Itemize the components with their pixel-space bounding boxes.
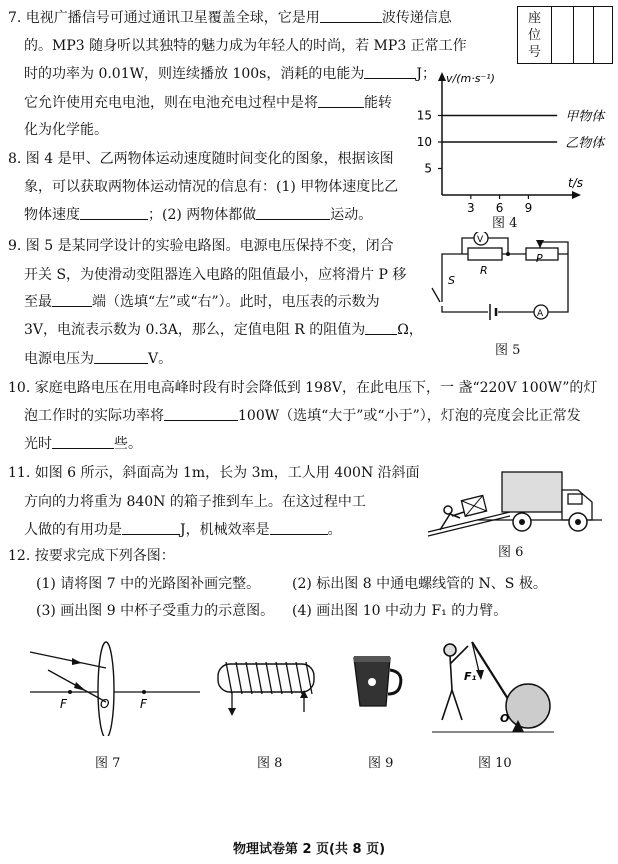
y-axis-arrow: [438, 72, 446, 81]
crate: [461, 495, 486, 516]
y-axis-label: v/(m·s⁻¹): [446, 72, 495, 85]
figure-10-caption: 图 10: [478, 756, 512, 771]
x-axis-arrow: [572, 191, 581, 199]
q7-blank-3[interactable]: [318, 94, 364, 108]
figure-6-truck: [418, 458, 608, 540]
q8-blank-1[interactable]: [80, 206, 148, 220]
figure-8-caption: 图 8: [257, 756, 283, 771]
force-label: F₁: [464, 670, 477, 683]
figure-4-chart: [406, 70, 611, 230]
ammeter-label: A: [537, 309, 544, 319]
q11-blank-2[interactable]: [270, 521, 328, 535]
q11-blank-1[interactable]: [122, 521, 180, 535]
slider-arrow: [536, 240, 544, 248]
x-tick-label: 6: [495, 201, 504, 215]
seat-number-cell[interactable]: [552, 7, 574, 63]
q10-blank-1[interactable]: [164, 407, 238, 421]
figure-10-lever: [428, 636, 558, 746]
figure-9-caption: 图 9: [368, 756, 394, 771]
switch-label: S: [448, 274, 455, 287]
focus-left: [68, 690, 72, 694]
q7-blank-1[interactable]: [320, 9, 382, 23]
boulder: [506, 684, 550, 728]
figure-7-lens: [26, 636, 202, 736]
convex-lens: [98, 642, 114, 736]
x-tick-label: 9: [524, 201, 533, 215]
focus-right-label: F: [140, 697, 147, 711]
seat-number-label: 座 位 号: [518, 7, 552, 63]
optical-center-label: O: [100, 697, 110, 711]
series-label-yi: 乙物体: [565, 136, 605, 151]
page-footer: 物理试卷第 2 页(共 8 页): [232, 842, 386, 857]
q9-blank-1[interactable]: [52, 293, 92, 307]
resistor-label: R: [480, 264, 488, 277]
focus-right: [142, 690, 146, 694]
y-tick-label: 10: [416, 135, 432, 149]
fulcrum-label: O: [500, 712, 510, 725]
x-tick-label: 3: [466, 201, 475, 215]
figure-8-solenoid: [212, 650, 322, 720]
q8-blank-2[interactable]: [256, 206, 330, 220]
y-tick-label: 15: [416, 108, 432, 123]
figure-9-cup: [348, 652, 408, 714]
figure-5-circuit: [428, 232, 588, 338]
figure-4-caption: 图 4: [492, 216, 518, 231]
voltmeter-label: V: [477, 235, 484, 245]
seat-number-box: [517, 6, 613, 64]
focus-left-label: F: [60, 697, 67, 711]
y-tick-label: 5: [424, 161, 432, 176]
seat-number-cell[interactable]: [574, 7, 594, 63]
series-label-jia: 甲物体: [565, 109, 605, 125]
figure-5-caption: 图 5: [495, 343, 521, 358]
q10-blank-2[interactable]: [52, 435, 114, 449]
cup-handle: [388, 670, 401, 694]
x-axis-label: t/s: [568, 176, 583, 190]
figure-7-caption: 图 7: [95, 756, 121, 771]
q9-blank-3[interactable]: [94, 350, 148, 364]
slider-label: P: [536, 252, 543, 265]
resistor-junction-dot: [506, 252, 510, 256]
q9-blank-2[interactable]: [365, 321, 397, 335]
center-of-gravity: [368, 678, 376, 686]
incident-ray-1: [30, 652, 106, 668]
figure-6-caption: 图 6: [498, 545, 524, 560]
